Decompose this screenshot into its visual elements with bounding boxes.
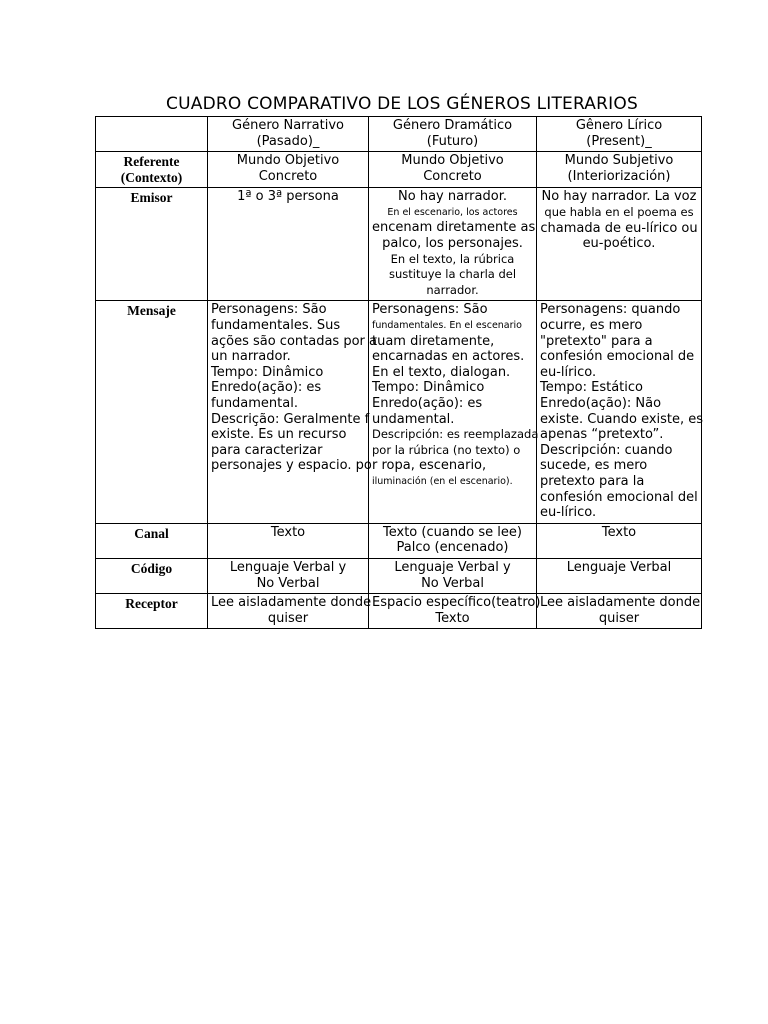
- cell-line: sustituye la charla del: [388, 267, 517, 282]
- cell-line: existe. Es un recurso: [211, 427, 347, 443]
- cell-line: Concreto: [258, 168, 318, 184]
- header-row: [96, 117, 702, 152]
- row-codigo: [96, 558, 702, 593]
- cell-receptor-dramatico: [369, 594, 541, 629]
- cell-line: Tempo: Dinâmico: [211, 364, 324, 380]
- header-dramatico-name: Género Dramático: [392, 118, 513, 133]
- row-receptor: [96, 594, 702, 629]
- cell-line: Lee aisladamente donde: [211, 595, 372, 611]
- cell-line: undamental.: [372, 411, 455, 427]
- cell-line: confesión emocional de: [540, 349, 695, 365]
- cell-line: quiser: [267, 610, 309, 626]
- cell-codigo-dramatico: [369, 558, 537, 593]
- row-label-line: (Contexto): [120, 169, 183, 185]
- cell-line: Texto: [435, 610, 470, 626]
- cell-line: iluminación (en el escenario).: [372, 475, 513, 487]
- cell-codigo-narrativo: [208, 558, 369, 593]
- cell-line: Tempo: Dinâmico: [372, 380, 485, 396]
- cell-line: Descripción: cuando: [540, 442, 673, 458]
- row-label-canal: Canal: [96, 523, 208, 558]
- cell-line: Personagens: São: [211, 302, 327, 318]
- cell-referente-lirico: [537, 152, 702, 188]
- row-label-mensaje: Mensaje: [96, 301, 208, 523]
- cell-line: fundamentales. Sus: [211, 318, 341, 334]
- cell-emisor-dramatico: [369, 188, 537, 301]
- header-lirico: [537, 117, 702, 152]
- cell-line: Enredo(ação): es: [372, 395, 483, 411]
- page-title: CUADRO COMPARATIVO DE LOS GÉNEROS LITERARIOS: [166, 94, 638, 114]
- header-dramatico-time: (Futuro): [426, 133, 479, 149]
- cell-line: un narrador.: [211, 349, 291, 365]
- cell-line: personajes y espacio. po: [211, 458, 372, 474]
- cell-line: Lenguaje Verbal y: [229, 559, 347, 575]
- cell-receptor-narrativo: [208, 594, 372, 629]
- row-canal: [96, 523, 702, 558]
- cell-line: existe. Cuando existe, es: [540, 411, 704, 427]
- cell-line: En el escenario, los actores: [387, 206, 518, 218]
- header-empty-cell: [96, 117, 208, 152]
- cell-line: encarnadas en actores.: [372, 349, 525, 365]
- cell-line: No hay narrador. La voz: [541, 189, 697, 205]
- cell-referente-narrativo: [208, 152, 369, 188]
- cell-line: quiser: [598, 610, 640, 626]
- cell-mensaje-narrativo: [208, 301, 377, 523]
- cell-line: ações são contadas por a: [211, 333, 377, 349]
- cell-line: Descrição: Geralmente f: [211, 411, 370, 427]
- cell-line: Lee aisladamente donde: [540, 595, 701, 611]
- row-label-emisor: Emisor: [96, 188, 208, 301]
- cell-line: Enredo(ação): Não: [540, 396, 662, 411]
- cell-line: apenas “pretexto”.: [540, 427, 664, 443]
- cell-line: tuam diretamente,: [372, 333, 495, 349]
- cell-line: Mundo Subjetivo: [564, 153, 674, 169]
- cell-line: No hay narrador.: [398, 189, 507, 205]
- cell-line: por la rúbrica (no texto) o: [372, 442, 521, 457]
- cell-line: Personagens: São: [372, 302, 488, 318]
- cell-line: No Verbal: [421, 575, 484, 591]
- cell-receptor-lirico: [537, 594, 702, 629]
- comparison-table: [95, 116, 702, 629]
- cell-line: Tempo: Estático: [540, 380, 643, 396]
- cell-referente-dramatico: [369, 152, 537, 188]
- cell-line: Texto (cuando se lee): [383, 524, 522, 540]
- row-label-referente: [96, 152, 208, 188]
- cell-line: Descripción: es reemplazada: [372, 427, 539, 442]
- cell-line: Mundo Objetivo: [401, 153, 504, 169]
- header-dramatico: [369, 117, 537, 152]
- cell-line: (Interiorización): [567, 168, 671, 184]
- cell-line: palco, los personajes.: [382, 236, 523, 252]
- cell-line: fundamental.: [211, 396, 298, 411]
- cell-line: chamada de eu-lírico ou: [540, 220, 698, 236]
- cell-mensaje-dramatico: [369, 301, 537, 523]
- cell-emisor-lirico: [537, 188, 702, 301]
- cell-line: En el texto, dialogan.: [372, 364, 511, 380]
- header-lirico-name: Gênero Lírico: [575, 118, 663, 133]
- cell-codigo-lirico: Lenguaje Verbal: [537, 558, 702, 593]
- cell-line: Palco (encenado): [396, 540, 509, 556]
- cell-line: que habla en el poema es: [544, 204, 694, 219]
- cell-line: Enredo(ação): es: [211, 380, 322, 396]
- cell-line: sucede, es mero: [540, 458, 648, 474]
- cell-line: fundamentales. En el escenario: [372, 320, 522, 332]
- cell-line: Lenguaje Verbal y: [394, 559, 511, 575]
- cell-line: encenam diretamente as: [372, 220, 536, 236]
- header-narrativo: [208, 117, 369, 152]
- cell-canal-dramatico: [369, 523, 537, 558]
- header-narrativo-name: Género Narrativo: [232, 118, 344, 133]
- header-lirico-time: (Present)_: [586, 133, 652, 149]
- row-referente: [96, 152, 702, 188]
- cell-line: para caracterizar: [211, 442, 323, 458]
- row-mensaje: [96, 301, 702, 523]
- cell-line: eu-lírico.: [540, 364, 597, 380]
- cell-line: narrador.: [426, 282, 479, 297]
- row-label-receptor: Receptor: [96, 594, 208, 629]
- cell-line: En el texto, la rúbrica: [390, 251, 515, 266]
- cell-line: Personagens: quando: [540, 302, 681, 318]
- row-emisor: [96, 188, 702, 301]
- cell-canal-lirico: Texto: [537, 523, 702, 558]
- cell-line: confesión emocional del: [540, 489, 698, 505]
- cell-line: No Verbal: [256, 575, 320, 591]
- cell-canal-narrativo: Texto: [208, 523, 369, 558]
- cell-line: Mundo Objetivo: [236, 153, 340, 169]
- cell-line: Concreto: [423, 168, 482, 184]
- cell-line: eu-poético.: [582, 236, 656, 252]
- cell-line: r ropa, escenario,: [372, 458, 487, 474]
- cell-line: eu-lírico.: [540, 505, 597, 521]
- cell-mensaje-lirico: [537, 301, 702, 523]
- cell-emisor-narrativo: 1ª o 3ª persona: [208, 188, 369, 301]
- row-label-line: Referente: [123, 154, 180, 170]
- row-label-codigo: Código: [96, 558, 208, 593]
- cell-line: "pretexto" para a: [540, 333, 653, 349]
- cell-line: pretexto para la: [540, 473, 645, 489]
- cell-line: Espacio específico(teatro): [372, 595, 541, 611]
- cell-line: ocurre, es mero: [540, 318, 643, 334]
- header-narrativo-time: (Pasado)_: [256, 133, 320, 149]
